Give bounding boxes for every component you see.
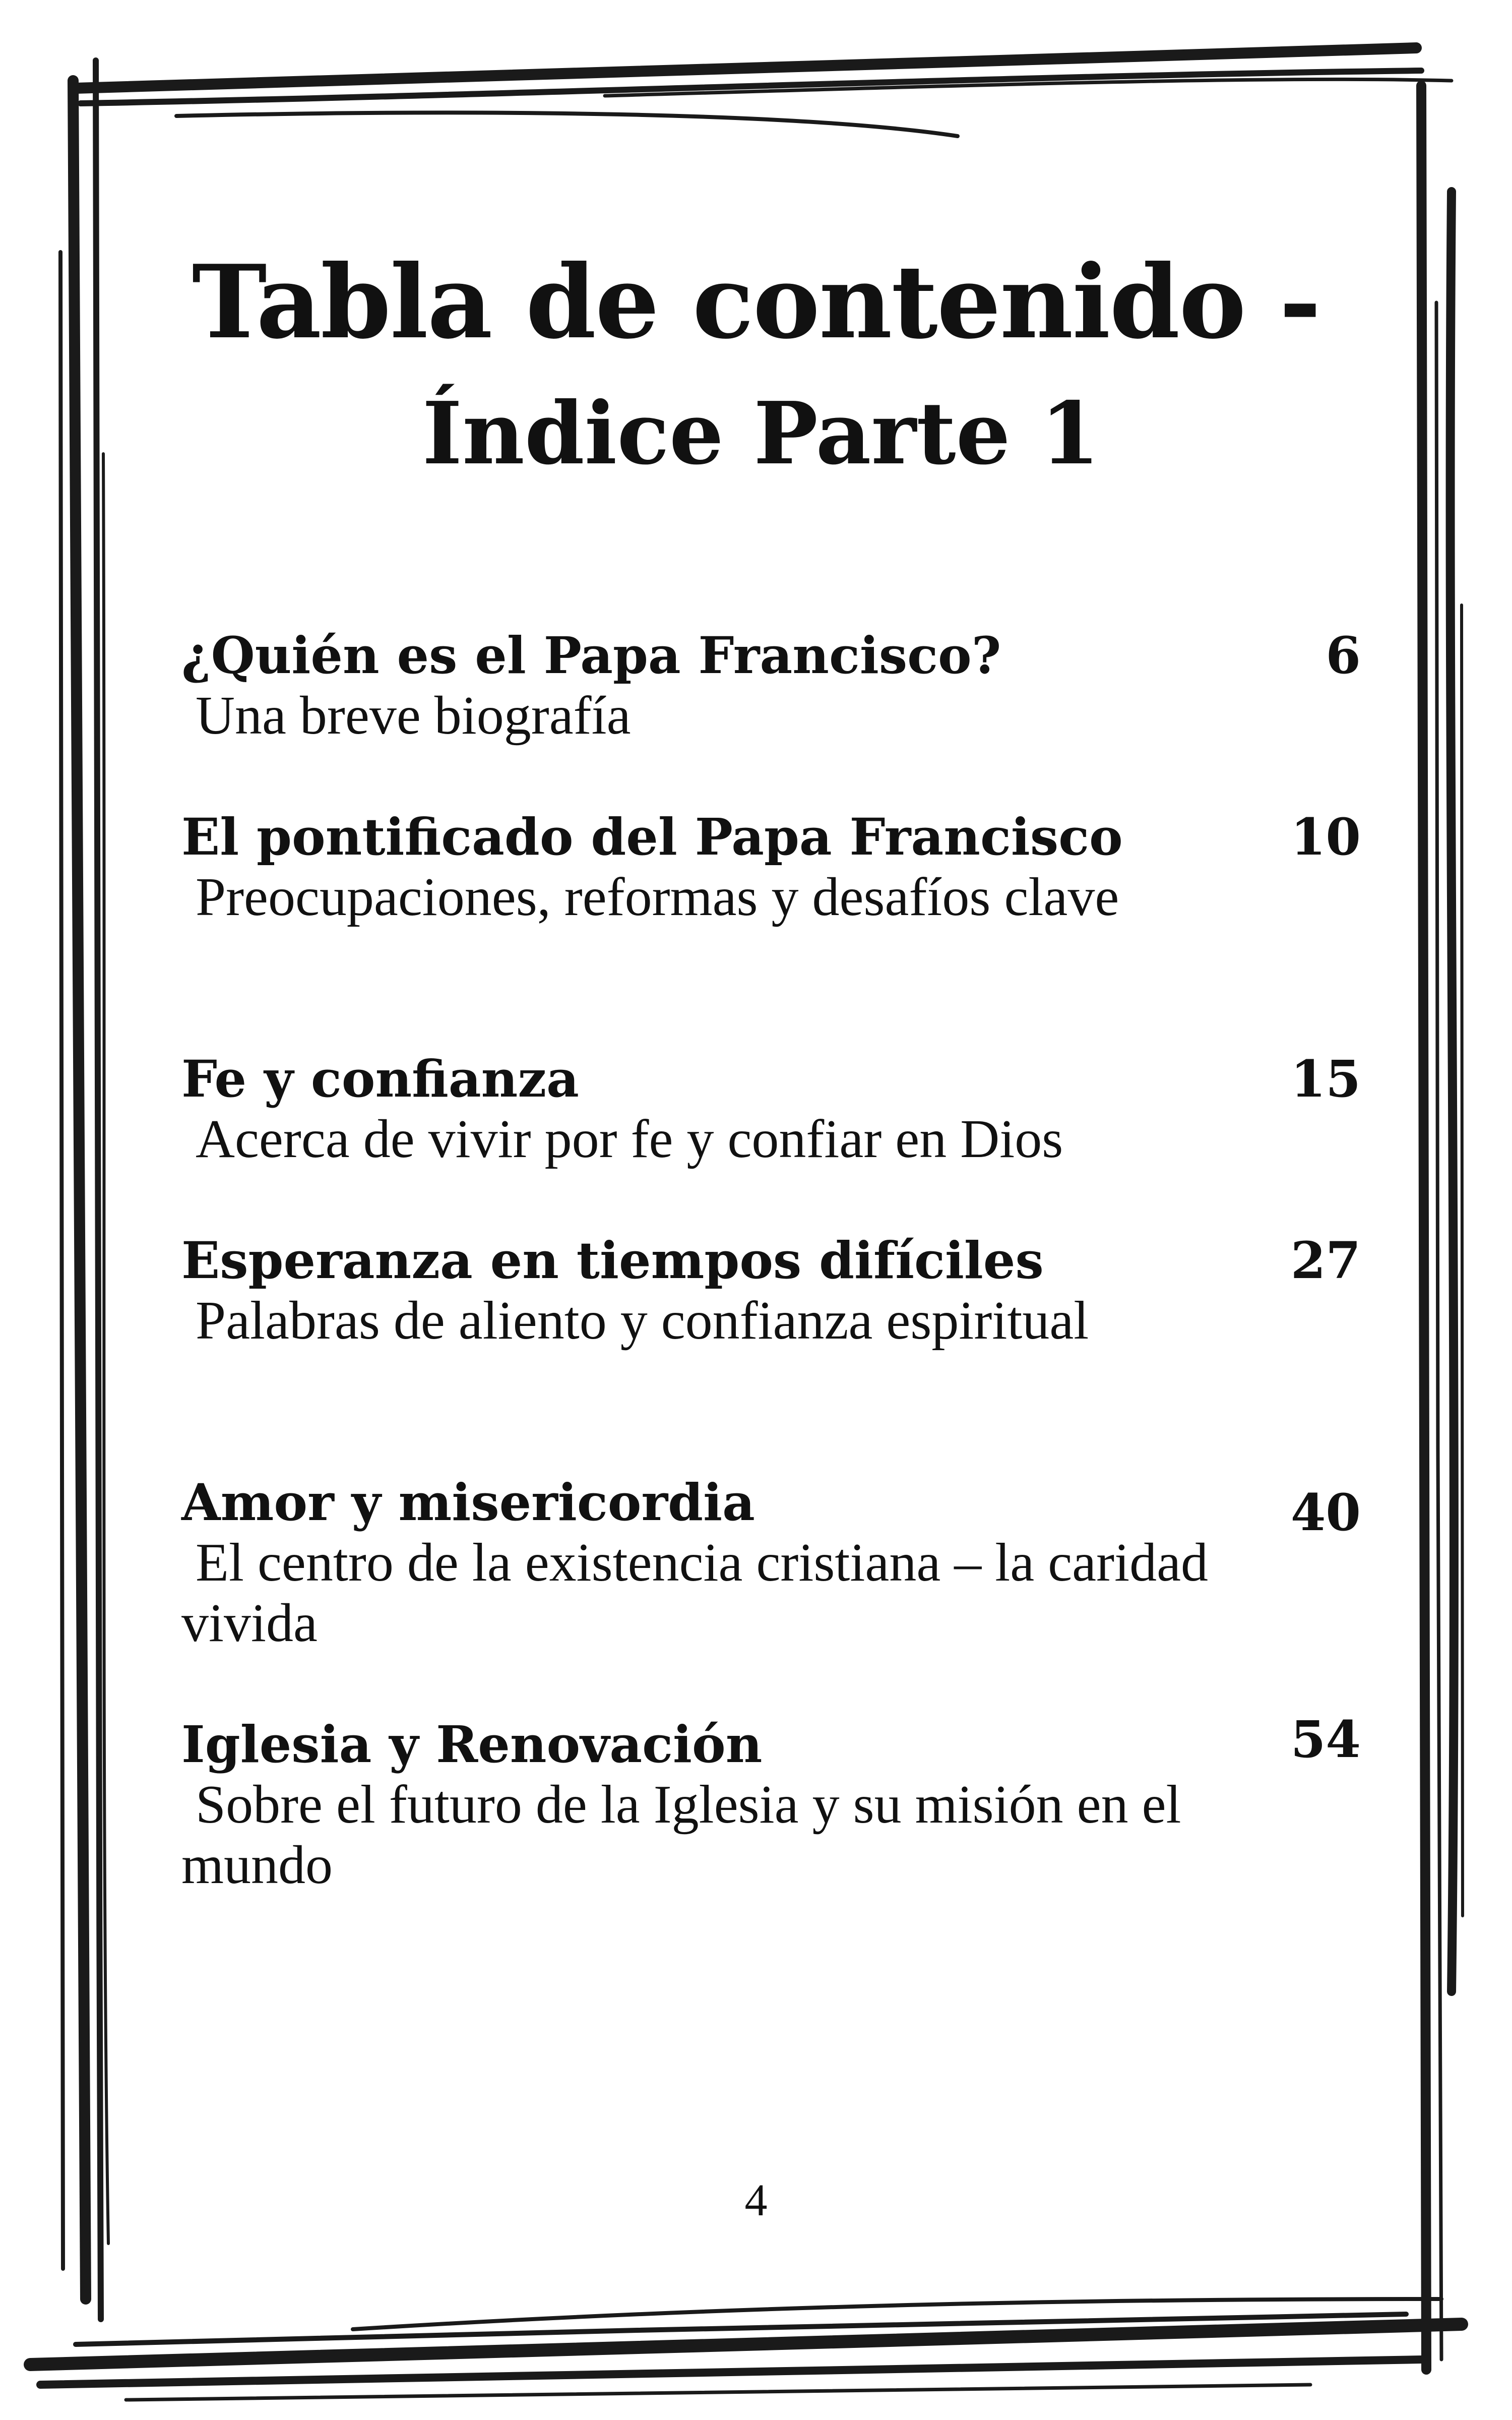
frame-top-stroke — [76, 48, 1416, 88]
toc-entry-title: ¿Quién es el Papa Francisco? — [181, 626, 1001, 685]
toc-entry-title: Iglesia y Renovación — [181, 1715, 763, 1774]
page-subtitle: Índice Parte 1 — [422, 383, 1100, 484]
toc-entry-page: 6 — [1326, 626, 1361, 685]
toc-entry-page: 27 — [1290, 1231, 1361, 1290]
toc-entry[interactable] — [181, 625, 1361, 746]
page-number: 4 — [744, 2175, 768, 2225]
toc-entry[interactable] — [181, 1472, 1361, 1654]
toc-entry-page: 10 — [1290, 807, 1361, 867]
frame-right-stroke — [1436, 302, 1441, 2360]
toc-entry-page: 54 — [1290, 1710, 1361, 1769]
toc-entry-title: El pontificado del Papa Francisco — [181, 807, 1123, 867]
toc-entry[interactable] — [181, 1710, 1361, 1896]
frame-top-stroke — [176, 112, 958, 136]
frame-left-stroke — [60, 252, 63, 2269]
toc-entry-page: 15 — [1290, 1049, 1361, 1109]
toc-entry-title: Esperanza en tiempos difíciles — [181, 1231, 1044, 1290]
toc-entry[interactable] — [181, 1230, 1361, 1351]
toc-entry-subtitle: Preocupaciones, reformas y desafíos clave — [196, 867, 1119, 927]
frame-left-stroke — [103, 454, 108, 2244]
toc-entry-subtitle: El centro de la existencia cristiana – la caridad vivida — [181, 1533, 1209, 1653]
toc-entry-page: 40 — [1290, 1483, 1361, 1542]
toc-entry-title: Fe y confianza — [181, 1049, 579, 1109]
toc-entry-subtitle: Palabras de aliento y confianza espiritual — [196, 1291, 1089, 1351]
toc-entry-subtitle: Acerca de vivir por fe y confiar en Dios — [196, 1109, 1063, 1169]
toc-entry[interactable] — [181, 1049, 1361, 1170]
page-title: Tabla de contenido - — [192, 243, 1320, 361]
toc-entry-subtitle: Una breve biografía — [196, 686, 631, 746]
toc-entry[interactable] — [181, 807, 1361, 928]
toc-entry-title: Amor y misericordia — [181, 1473, 755, 1532]
frame-bottom-stroke — [126, 2385, 1310, 2400]
frame-right-stroke — [1461, 605, 1463, 1916]
toc-entry-subtitle: Sobre el futuro de la Iglesia y su misión en el mundo — [181, 1775, 1181, 1895]
